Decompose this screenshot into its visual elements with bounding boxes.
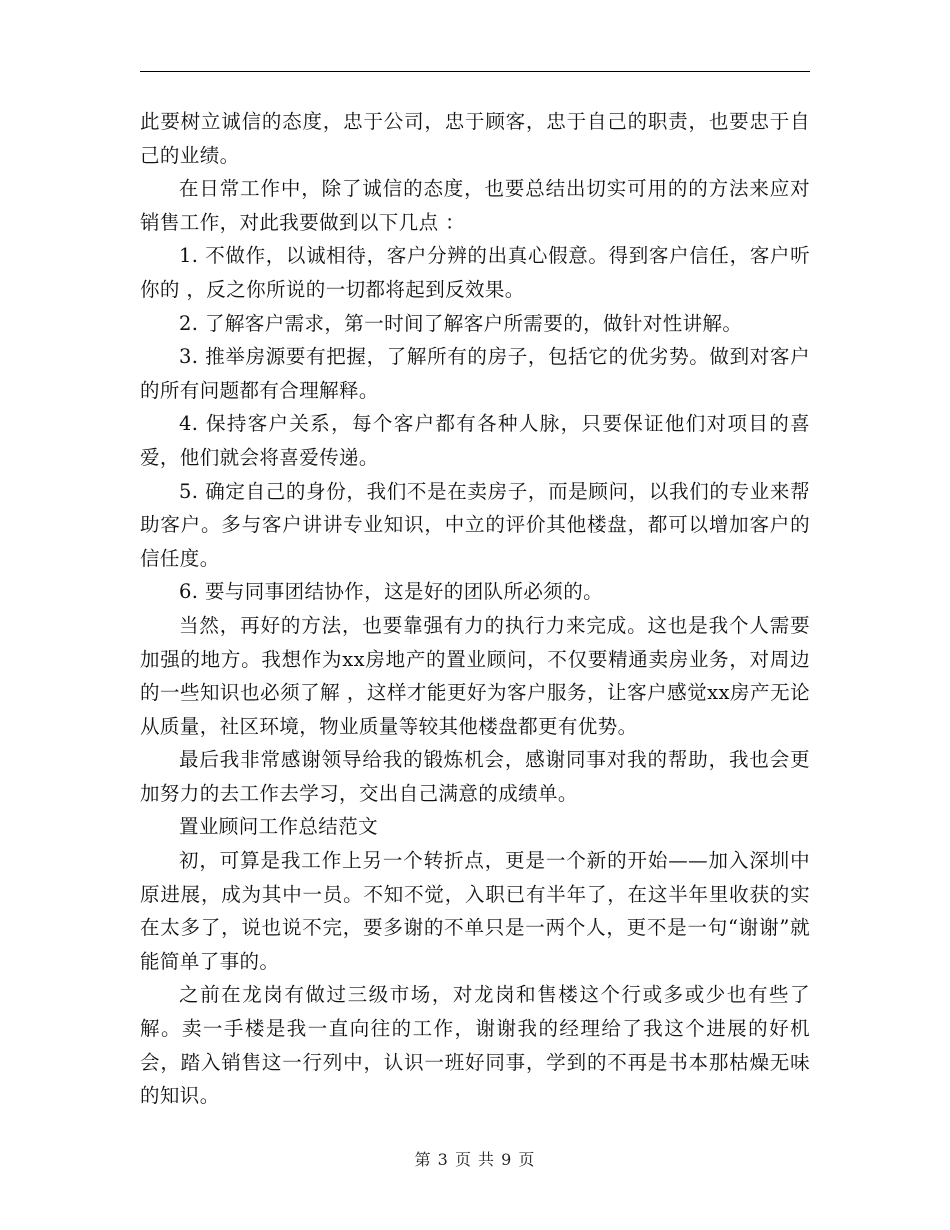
paragraph-1: 此要树立诚信的态度，忠于公司，忠于顾客，忠于自己的职责，也要忠于自己的业绩。 [140, 110, 810, 167]
list-item-6: 6. 要与同事团结协作，这是好的团队所必须的。 [179, 580, 604, 604]
paragraph-thanks: 最后我非常感谢领导给我的锻炼机会，感谢同事对我的帮助，我也会更加努力的去工作去学习，交出自己满意的成绩单。 [140, 748, 810, 805]
paragraph-execution: 当然，再好的方法，也要靠强有力的执行力来完成。这也是我个人需要加强的地方。我想作为xx房地产的置业顾问，不仅要精通卖房业务，对周边的一些知识也必须了解 ，这样才能更好为客户服务，让客户感觉xx房产无论从质量，社区环境，物业质量等较其他楼盘都更有优势。 [140, 613, 810, 738]
page-number: 第 3 页 共 9 页 [414, 1150, 536, 1169]
page-footer [0, 1150, 950, 1170]
paragraph-longgang: 之前在龙岗有做过三级市场，对龙岗和售楼这个行或多或少也有些了解。卖一手楼是我一直向往的工作，谢谢我的经理给了我这个进展的好机会，踏入销售这一行列中，认识一班好同事，学到的不再是书本那枯燥无味的知识。 [140, 983, 810, 1108]
list-item-1: 1. 不做作，以诚相待，客户分辨的出真心假意。得到客户信任，客户听你的 ，反之你所说的一切都将起到反效果。 [140, 244, 810, 301]
document-body [140, 105, 810, 1113]
list-item-5: 5. 确定自己的身份，我们不是在卖房子，而是顾问，以我们的专业来帮助客户。多与客户讲讲专业知识，中立的评价其他楼盘，都可以增加客户的信任度。 [140, 479, 810, 570]
paragraph-turning-point: 初，可算是我工作上另一个转折点，更是一个新的开始——加入深圳中原进展，成为其中一员。不知不觉，入职已有半年了，在这半年里收获的实在太多了，说也说不完，要多谢的不单只是一两个人，更不是一句“谢谢”就能简单了事的。 [140, 849, 810, 973]
paragraph-2: 在日常工作中，除了诚信的态度，也要总结出切实可用的的方法来应对销售工作，对此我要做到以下几点 ： [140, 177, 810, 234]
list-item-4: 4. 保持客户关系，每个客户都有各种人脉，只要保证他们对项目的喜爱，他们就会将喜爱传递。 [140, 412, 810, 469]
list-item-2: 2. 了解客户需求，第一时间了解客户所需要的，做针对性讲解。 [179, 311, 743, 335]
section-heading: 置业顾问工作总结范文 [179, 815, 379, 839]
list-item-3: 3. 推举房源要有把握，了解所有的房子，包括它的优劣势。做到对客户的所有问题都有合理解释。 [140, 345, 810, 402]
header-rule [140, 71, 810, 72]
